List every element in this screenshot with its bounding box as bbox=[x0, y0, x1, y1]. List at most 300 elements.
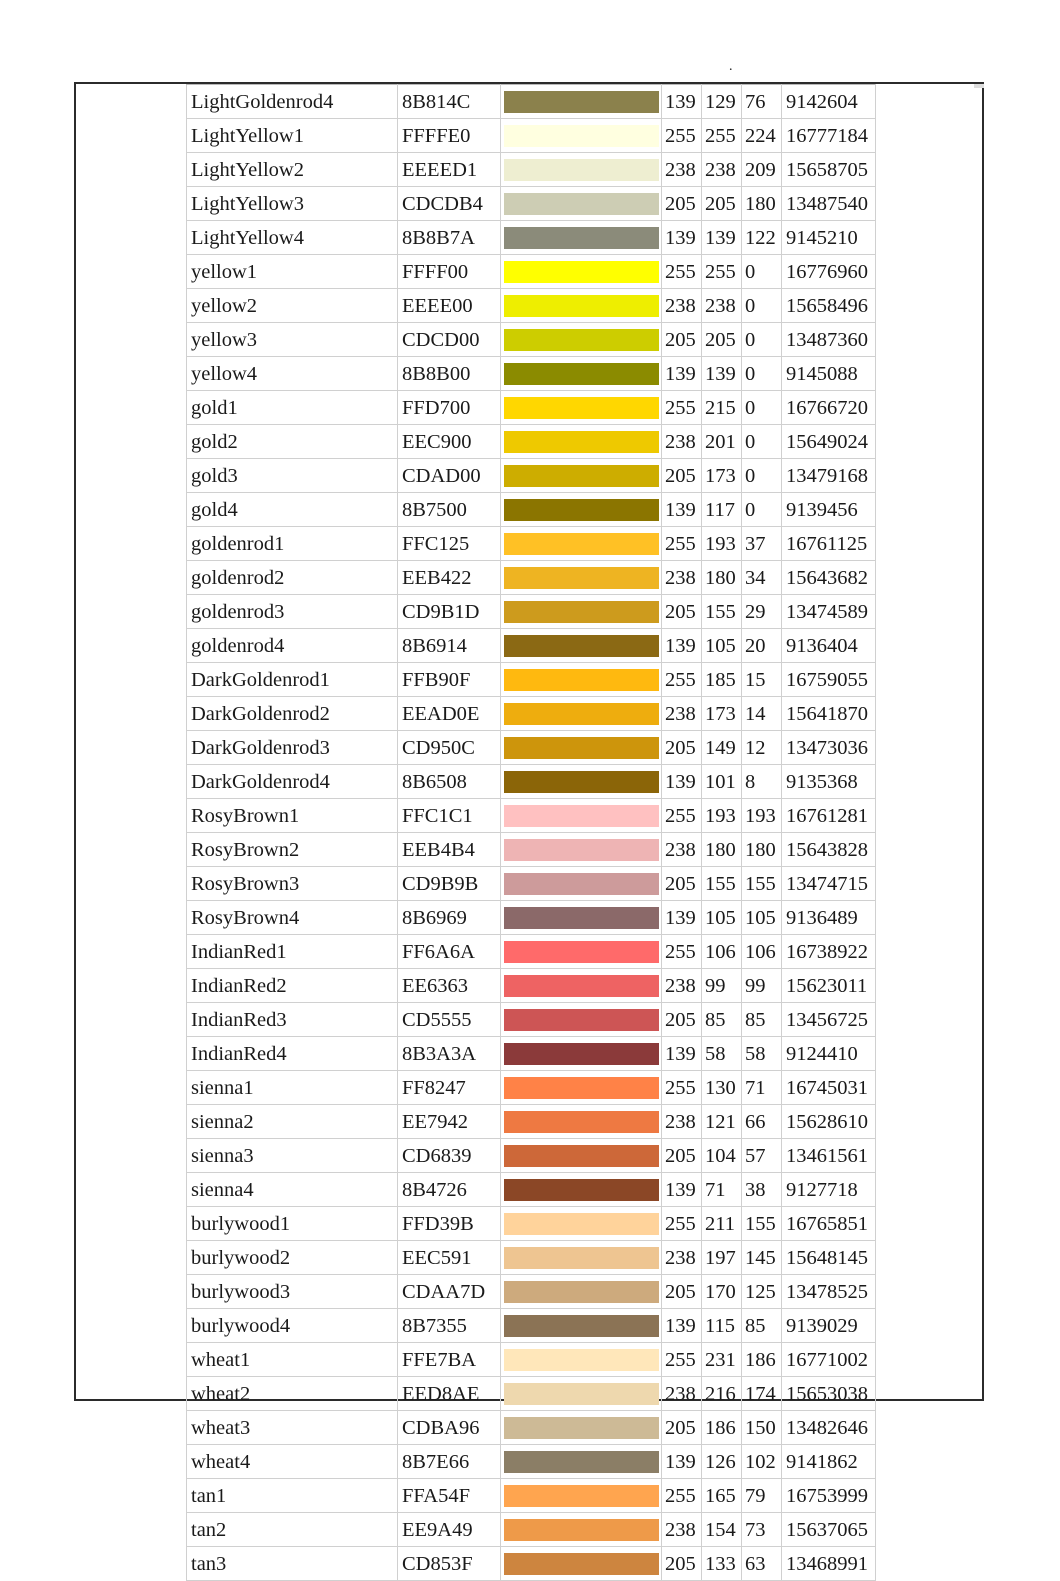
swatch-cell bbox=[501, 1513, 662, 1547]
swatch-cell bbox=[501, 527, 662, 561]
green-value-cell: 193 bbox=[702, 527, 742, 561]
green-value-cell: 104 bbox=[702, 1139, 742, 1173]
table-row bbox=[187, 1105, 876, 1139]
color-name-cell: goldenrod4 bbox=[187, 629, 398, 663]
table-row bbox=[187, 1173, 876, 1207]
blue-value-cell: 0 bbox=[742, 357, 782, 391]
blue-value-cell: 125 bbox=[742, 1275, 782, 1309]
table-row bbox=[187, 425, 876, 459]
color-swatch bbox=[504, 431, 659, 453]
color-swatch bbox=[504, 1077, 659, 1099]
hex-code-cell: CDAD00 bbox=[398, 459, 501, 493]
green-value-cell: 130 bbox=[702, 1071, 742, 1105]
red-value-cell: 255 bbox=[662, 663, 702, 697]
table-row bbox=[187, 1445, 876, 1479]
red-value-cell: 205 bbox=[662, 1139, 702, 1173]
swatch-cell bbox=[501, 493, 662, 527]
green-value-cell: 133 bbox=[702, 1547, 742, 1581]
decimal-value-cell: 9124410 bbox=[782, 1037, 876, 1071]
hex-code-cell: 8B814C bbox=[398, 85, 501, 119]
swatch-cell bbox=[501, 1241, 662, 1275]
red-value-cell: 205 bbox=[662, 867, 702, 901]
table-row bbox=[187, 1071, 876, 1105]
decimal-value-cell: 15643828 bbox=[782, 833, 876, 867]
red-value-cell: 205 bbox=[662, 731, 702, 765]
color-swatch bbox=[504, 669, 659, 691]
color-swatch bbox=[504, 635, 659, 657]
decimal-value-cell: 9139456 bbox=[782, 493, 876, 527]
green-value-cell: 126 bbox=[702, 1445, 742, 1479]
color-name-cell: wheat2 bbox=[187, 1377, 398, 1411]
blue-value-cell: 0 bbox=[742, 289, 782, 323]
green-value-cell: 117 bbox=[702, 493, 742, 527]
swatch-cell bbox=[501, 731, 662, 765]
green-value-cell: 180 bbox=[702, 561, 742, 595]
blue-value-cell: 76 bbox=[742, 85, 782, 119]
red-value-cell: 238 bbox=[662, 1105, 702, 1139]
decimal-value-cell: 15653038 bbox=[782, 1377, 876, 1411]
red-value-cell: 139 bbox=[662, 1309, 702, 1343]
decimal-value-cell: 16753999 bbox=[782, 1479, 876, 1513]
red-value-cell: 255 bbox=[662, 1207, 702, 1241]
table-row bbox=[187, 561, 876, 595]
green-value-cell: 180 bbox=[702, 833, 742, 867]
table-row bbox=[187, 493, 876, 527]
decimal-value-cell: 15628610 bbox=[782, 1105, 876, 1139]
blue-value-cell: 14 bbox=[742, 697, 782, 731]
decimal-value-cell: 13482646 bbox=[782, 1411, 876, 1445]
red-value-cell: 255 bbox=[662, 799, 702, 833]
green-value-cell: 139 bbox=[702, 221, 742, 255]
table-row bbox=[187, 119, 876, 153]
color-name-cell: LightYellow1 bbox=[187, 119, 398, 153]
hex-code-cell: EE6363 bbox=[398, 969, 501, 1003]
red-value-cell: 205 bbox=[662, 323, 702, 357]
color-swatch bbox=[504, 1247, 659, 1269]
green-value-cell: 216 bbox=[702, 1377, 742, 1411]
red-value-cell: 238 bbox=[662, 1513, 702, 1547]
swatch-cell bbox=[501, 765, 662, 799]
color-name-cell: DarkGoldenrod2 bbox=[187, 697, 398, 731]
table-row bbox=[187, 391, 876, 425]
table-row bbox=[187, 289, 876, 323]
color-name-cell: yellow3 bbox=[187, 323, 398, 357]
table-row bbox=[187, 459, 876, 493]
decimal-value-cell: 16759055 bbox=[782, 663, 876, 697]
hex-code-cell: CDBA96 bbox=[398, 1411, 501, 1445]
table-row bbox=[187, 1309, 876, 1343]
table-row bbox=[187, 85, 876, 119]
table-row bbox=[187, 867, 876, 901]
blue-value-cell: 85 bbox=[742, 1003, 782, 1037]
hex-code-cell: EEC591 bbox=[398, 1241, 501, 1275]
color-name-cell: wheat4 bbox=[187, 1445, 398, 1479]
swatch-cell bbox=[501, 561, 662, 595]
color-name-cell: yellow4 bbox=[187, 357, 398, 391]
green-value-cell: 193 bbox=[702, 799, 742, 833]
red-value-cell: 205 bbox=[662, 1275, 702, 1309]
blue-value-cell: 85 bbox=[742, 1309, 782, 1343]
color-name-cell: burlywood3 bbox=[187, 1275, 398, 1309]
swatch-cell bbox=[501, 425, 662, 459]
table-row bbox=[187, 799, 876, 833]
green-value-cell: 238 bbox=[702, 153, 742, 187]
blue-value-cell: 66 bbox=[742, 1105, 782, 1139]
table-row bbox=[187, 1037, 876, 1071]
hex-code-cell: CD9B9B bbox=[398, 867, 501, 901]
green-value-cell: 139 bbox=[702, 357, 742, 391]
decimal-value-cell: 15658496 bbox=[782, 289, 876, 323]
decimal-value-cell: 15648145 bbox=[782, 1241, 876, 1275]
table-row bbox=[187, 1003, 876, 1037]
blue-value-cell: 180 bbox=[742, 833, 782, 867]
decimal-value-cell: 9145088 bbox=[782, 357, 876, 391]
blue-value-cell: 58 bbox=[742, 1037, 782, 1071]
swatch-cell bbox=[501, 833, 662, 867]
decimal-value-cell: 9142604 bbox=[782, 85, 876, 119]
table-row bbox=[187, 357, 876, 391]
color-name-cell: DarkGoldenrod4 bbox=[187, 765, 398, 799]
swatch-cell bbox=[501, 969, 662, 1003]
decimal-value-cell: 9135368 bbox=[782, 765, 876, 799]
hex-code-cell: FFFF00 bbox=[398, 255, 501, 289]
blue-value-cell: 122 bbox=[742, 221, 782, 255]
green-value-cell: 255 bbox=[702, 255, 742, 289]
green-value-cell: 165 bbox=[702, 1479, 742, 1513]
red-value-cell: 238 bbox=[662, 1241, 702, 1275]
decimal-value-cell: 13456725 bbox=[782, 1003, 876, 1037]
color-name-cell: LightYellow2 bbox=[187, 153, 398, 187]
red-value-cell: 205 bbox=[662, 1411, 702, 1445]
red-value-cell: 205 bbox=[662, 459, 702, 493]
red-value-cell: 255 bbox=[662, 119, 702, 153]
color-swatch bbox=[504, 295, 659, 317]
red-value-cell: 255 bbox=[662, 255, 702, 289]
table-row bbox=[187, 1479, 876, 1513]
color-swatch bbox=[504, 125, 659, 147]
color-name-cell: RosyBrown3 bbox=[187, 867, 398, 901]
hex-code-cell: 8B7500 bbox=[398, 493, 501, 527]
table-row bbox=[187, 1343, 876, 1377]
swatch-cell bbox=[501, 935, 662, 969]
red-value-cell: 139 bbox=[662, 1445, 702, 1479]
color-swatch bbox=[504, 533, 659, 555]
color-swatch bbox=[504, 873, 659, 895]
blue-value-cell: 73 bbox=[742, 1513, 782, 1547]
green-value-cell: 58 bbox=[702, 1037, 742, 1071]
blue-value-cell: 0 bbox=[742, 425, 782, 459]
green-value-cell: 205 bbox=[702, 187, 742, 221]
table-row bbox=[187, 221, 876, 255]
color-name-cell: goldenrod1 bbox=[187, 527, 398, 561]
green-value-cell: 101 bbox=[702, 765, 742, 799]
hex-code-cell: CD950C bbox=[398, 731, 501, 765]
decimal-value-cell: 13473036 bbox=[782, 731, 876, 765]
green-value-cell: 155 bbox=[702, 595, 742, 629]
hex-code-cell: EED8AE bbox=[398, 1377, 501, 1411]
blue-value-cell: 155 bbox=[742, 867, 782, 901]
table-row bbox=[187, 1513, 876, 1547]
green-value-cell: 197 bbox=[702, 1241, 742, 1275]
color-swatch bbox=[504, 1349, 659, 1371]
color-swatch bbox=[504, 1043, 659, 1065]
swatch-cell bbox=[501, 153, 662, 187]
color-name-cell: sienna1 bbox=[187, 1071, 398, 1105]
blue-value-cell: 8 bbox=[742, 765, 782, 799]
blue-value-cell: 0 bbox=[742, 323, 782, 357]
color-name-cell: IndianRed4 bbox=[187, 1037, 398, 1071]
color-swatch bbox=[504, 1519, 659, 1541]
hex-code-cell: 8B6508 bbox=[398, 765, 501, 799]
blue-value-cell: 150 bbox=[742, 1411, 782, 1445]
color-name-cell: tan3 bbox=[187, 1547, 398, 1581]
green-value-cell: 170 bbox=[702, 1275, 742, 1309]
hex-code-cell: EEB4B4 bbox=[398, 833, 501, 867]
hex-code-cell: CDCDB4 bbox=[398, 187, 501, 221]
green-value-cell: 129 bbox=[702, 85, 742, 119]
red-value-cell: 238 bbox=[662, 833, 702, 867]
hex-code-cell: FFFFE0 bbox=[398, 119, 501, 153]
decimal-value-cell: 15623011 bbox=[782, 969, 876, 1003]
color-swatch bbox=[504, 1179, 659, 1201]
swatch-cell bbox=[501, 459, 662, 493]
decimal-value-cell: 13474715 bbox=[782, 867, 876, 901]
green-value-cell: 185 bbox=[702, 663, 742, 697]
color-name-cell: burlywood4 bbox=[187, 1309, 398, 1343]
color-swatch bbox=[504, 771, 659, 793]
color-name-cell: tan2 bbox=[187, 1513, 398, 1547]
red-value-cell: 139 bbox=[662, 901, 702, 935]
hex-code-cell: 8B6914 bbox=[398, 629, 501, 663]
table-row bbox=[187, 323, 876, 357]
color-name-cell: IndianRed2 bbox=[187, 969, 398, 1003]
color-swatch bbox=[504, 805, 659, 827]
color-swatch bbox=[504, 465, 659, 487]
swatch-cell bbox=[501, 1173, 662, 1207]
color-swatch bbox=[504, 567, 659, 589]
decimal-value-cell: 16777184 bbox=[782, 119, 876, 153]
green-value-cell: 155 bbox=[702, 867, 742, 901]
color-name-cell: IndianRed1 bbox=[187, 935, 398, 969]
swatch-cell bbox=[501, 1275, 662, 1309]
decimal-value-cell: 16738922 bbox=[782, 935, 876, 969]
color-name-cell: DarkGoldenrod3 bbox=[187, 731, 398, 765]
color-name-cell: wheat3 bbox=[187, 1411, 398, 1445]
table-row bbox=[187, 629, 876, 663]
green-value-cell: 154 bbox=[702, 1513, 742, 1547]
blue-value-cell: 0 bbox=[742, 459, 782, 493]
swatch-cell bbox=[501, 221, 662, 255]
hex-code-cell: CD853F bbox=[398, 1547, 501, 1581]
color-name-cell: RosyBrown2 bbox=[187, 833, 398, 867]
hex-code-cell: 8B6969 bbox=[398, 901, 501, 935]
decimal-value-cell: 15649024 bbox=[782, 425, 876, 459]
red-value-cell: 238 bbox=[662, 561, 702, 595]
swatch-cell bbox=[501, 629, 662, 663]
blue-value-cell: 145 bbox=[742, 1241, 782, 1275]
color-swatch bbox=[504, 159, 659, 181]
blue-value-cell: 38 bbox=[742, 1173, 782, 1207]
hex-code-cell: 8B4726 bbox=[398, 1173, 501, 1207]
hex-code-cell: FFC1C1 bbox=[398, 799, 501, 833]
color-name-cell: IndianRed3 bbox=[187, 1003, 398, 1037]
color-swatch bbox=[504, 1383, 659, 1405]
table-row bbox=[187, 1139, 876, 1173]
decimal-value-cell: 16765851 bbox=[782, 1207, 876, 1241]
red-value-cell: 139 bbox=[662, 85, 702, 119]
hex-code-cell: 8B8B7A bbox=[398, 221, 501, 255]
hex-code-cell: 8B8B00 bbox=[398, 357, 501, 391]
color-name-cell: tan1 bbox=[187, 1479, 398, 1513]
blue-value-cell: 180 bbox=[742, 187, 782, 221]
decimal-value-cell: 15641870 bbox=[782, 697, 876, 731]
blue-value-cell: 0 bbox=[742, 255, 782, 289]
table-row bbox=[187, 901, 876, 935]
swatch-cell bbox=[501, 1309, 662, 1343]
red-value-cell: 139 bbox=[662, 629, 702, 663]
green-value-cell: 105 bbox=[702, 901, 742, 935]
blue-value-cell: 12 bbox=[742, 731, 782, 765]
decimal-value-cell: 13487540 bbox=[782, 187, 876, 221]
swatch-cell bbox=[501, 1445, 662, 1479]
swatch-cell bbox=[501, 391, 662, 425]
red-value-cell: 238 bbox=[662, 1377, 702, 1411]
hex-code-cell: FFD700 bbox=[398, 391, 501, 425]
color-swatch bbox=[504, 499, 659, 521]
color-name-cell: goldenrod3 bbox=[187, 595, 398, 629]
red-value-cell: 238 bbox=[662, 153, 702, 187]
hex-code-cell: FFA54F bbox=[398, 1479, 501, 1513]
swatch-cell bbox=[501, 255, 662, 289]
table-row bbox=[187, 1241, 876, 1275]
color-name-cell: gold1 bbox=[187, 391, 398, 425]
swatch-cell bbox=[501, 799, 662, 833]
color-swatch bbox=[504, 941, 659, 963]
blue-value-cell: 105 bbox=[742, 901, 782, 935]
color-swatch bbox=[504, 193, 659, 215]
hex-code-cell: FFD39B bbox=[398, 1207, 501, 1241]
color-name-cell: gold3 bbox=[187, 459, 398, 493]
swatch-cell bbox=[501, 697, 662, 731]
color-name-cell: goldenrod2 bbox=[187, 561, 398, 595]
decimal-value-cell: 16761125 bbox=[782, 527, 876, 561]
green-value-cell: 231 bbox=[702, 1343, 742, 1377]
decimal-value-cell: 15637065 bbox=[782, 1513, 876, 1547]
hex-code-cell: EEAD0E bbox=[398, 697, 501, 731]
table-row bbox=[187, 187, 876, 221]
red-value-cell: 205 bbox=[662, 1003, 702, 1037]
green-value-cell: 149 bbox=[702, 731, 742, 765]
decimal-value-cell: 9145210 bbox=[782, 221, 876, 255]
color-swatch bbox=[504, 1417, 659, 1439]
red-value-cell: 255 bbox=[662, 1071, 702, 1105]
green-value-cell: 71 bbox=[702, 1173, 742, 1207]
color-swatch bbox=[504, 397, 659, 419]
blue-value-cell: 102 bbox=[742, 1445, 782, 1479]
red-value-cell: 255 bbox=[662, 391, 702, 425]
color-swatch bbox=[504, 1315, 659, 1337]
swatch-cell bbox=[501, 1411, 662, 1445]
green-value-cell: 105 bbox=[702, 629, 742, 663]
blue-value-cell: 106 bbox=[742, 935, 782, 969]
swatch-cell bbox=[501, 1071, 662, 1105]
green-value-cell: 115 bbox=[702, 1309, 742, 1343]
hex-code-cell: CDCD00 bbox=[398, 323, 501, 357]
decimal-value-cell: 15643682 bbox=[782, 561, 876, 595]
table-row bbox=[187, 527, 876, 561]
color-name-cell: sienna4 bbox=[187, 1173, 398, 1207]
hex-code-cell: 8B7355 bbox=[398, 1309, 501, 1343]
blue-value-cell: 34 bbox=[742, 561, 782, 595]
hex-code-cell: FFE7BA bbox=[398, 1343, 501, 1377]
hex-code-cell: CDAA7D bbox=[398, 1275, 501, 1309]
blue-value-cell: 155 bbox=[742, 1207, 782, 1241]
decimal-value-cell: 16776960 bbox=[782, 255, 876, 289]
color-name-cell: wheat1 bbox=[187, 1343, 398, 1377]
green-value-cell: 238 bbox=[702, 289, 742, 323]
color-name-cell: RosyBrown1 bbox=[187, 799, 398, 833]
hex-code-cell: 8B3A3A bbox=[398, 1037, 501, 1071]
hex-code-cell: CD5555 bbox=[398, 1003, 501, 1037]
color-swatch bbox=[504, 227, 659, 249]
blue-value-cell: 224 bbox=[742, 119, 782, 153]
green-value-cell: 215 bbox=[702, 391, 742, 425]
color-name-cell: burlywood1 bbox=[187, 1207, 398, 1241]
blue-value-cell: 99 bbox=[742, 969, 782, 1003]
swatch-cell bbox=[501, 1377, 662, 1411]
color-swatch bbox=[504, 907, 659, 929]
decimal-value-cell: 13474589 bbox=[782, 595, 876, 629]
swatch-cell bbox=[501, 901, 662, 935]
green-value-cell: 201 bbox=[702, 425, 742, 459]
color-name-cell: LightYellow4 bbox=[187, 221, 398, 255]
swatch-cell bbox=[501, 357, 662, 391]
decimal-value-cell: 16771002 bbox=[782, 1343, 876, 1377]
swatch-cell bbox=[501, 663, 662, 697]
color-swatch bbox=[504, 601, 659, 623]
red-value-cell: 205 bbox=[662, 187, 702, 221]
red-value-cell: 238 bbox=[662, 697, 702, 731]
table-row bbox=[187, 1207, 876, 1241]
green-value-cell: 173 bbox=[702, 459, 742, 493]
hex-code-cell: FFB90F bbox=[398, 663, 501, 697]
color-swatch bbox=[504, 839, 659, 861]
hex-code-cell: CD6839 bbox=[398, 1139, 501, 1173]
color-name-cell: RosyBrown4 bbox=[187, 901, 398, 935]
blue-value-cell: 0 bbox=[742, 493, 782, 527]
color-name-cell: sienna2 bbox=[187, 1105, 398, 1139]
blue-value-cell: 193 bbox=[742, 799, 782, 833]
swatch-cell bbox=[501, 1037, 662, 1071]
hex-code-cell: EEB422 bbox=[398, 561, 501, 595]
color-table-body bbox=[187, 85, 876, 1581]
swatch-cell bbox=[501, 1343, 662, 1377]
swatch-cell bbox=[501, 1003, 662, 1037]
decimal-value-cell: 13479168 bbox=[782, 459, 876, 493]
table-row bbox=[187, 833, 876, 867]
blue-value-cell: 186 bbox=[742, 1343, 782, 1377]
color-name-cell: yellow2 bbox=[187, 289, 398, 323]
green-value-cell: 85 bbox=[702, 1003, 742, 1037]
decimal-value-cell: 13478525 bbox=[782, 1275, 876, 1309]
decimal-value-cell: 9141862 bbox=[782, 1445, 876, 1479]
decimal-value-cell: 16761281 bbox=[782, 799, 876, 833]
red-value-cell: 255 bbox=[662, 1343, 702, 1377]
table-row bbox=[187, 1377, 876, 1411]
red-value-cell: 205 bbox=[662, 1547, 702, 1581]
decimal-value-cell: 15658705 bbox=[782, 153, 876, 187]
table-row bbox=[187, 153, 876, 187]
